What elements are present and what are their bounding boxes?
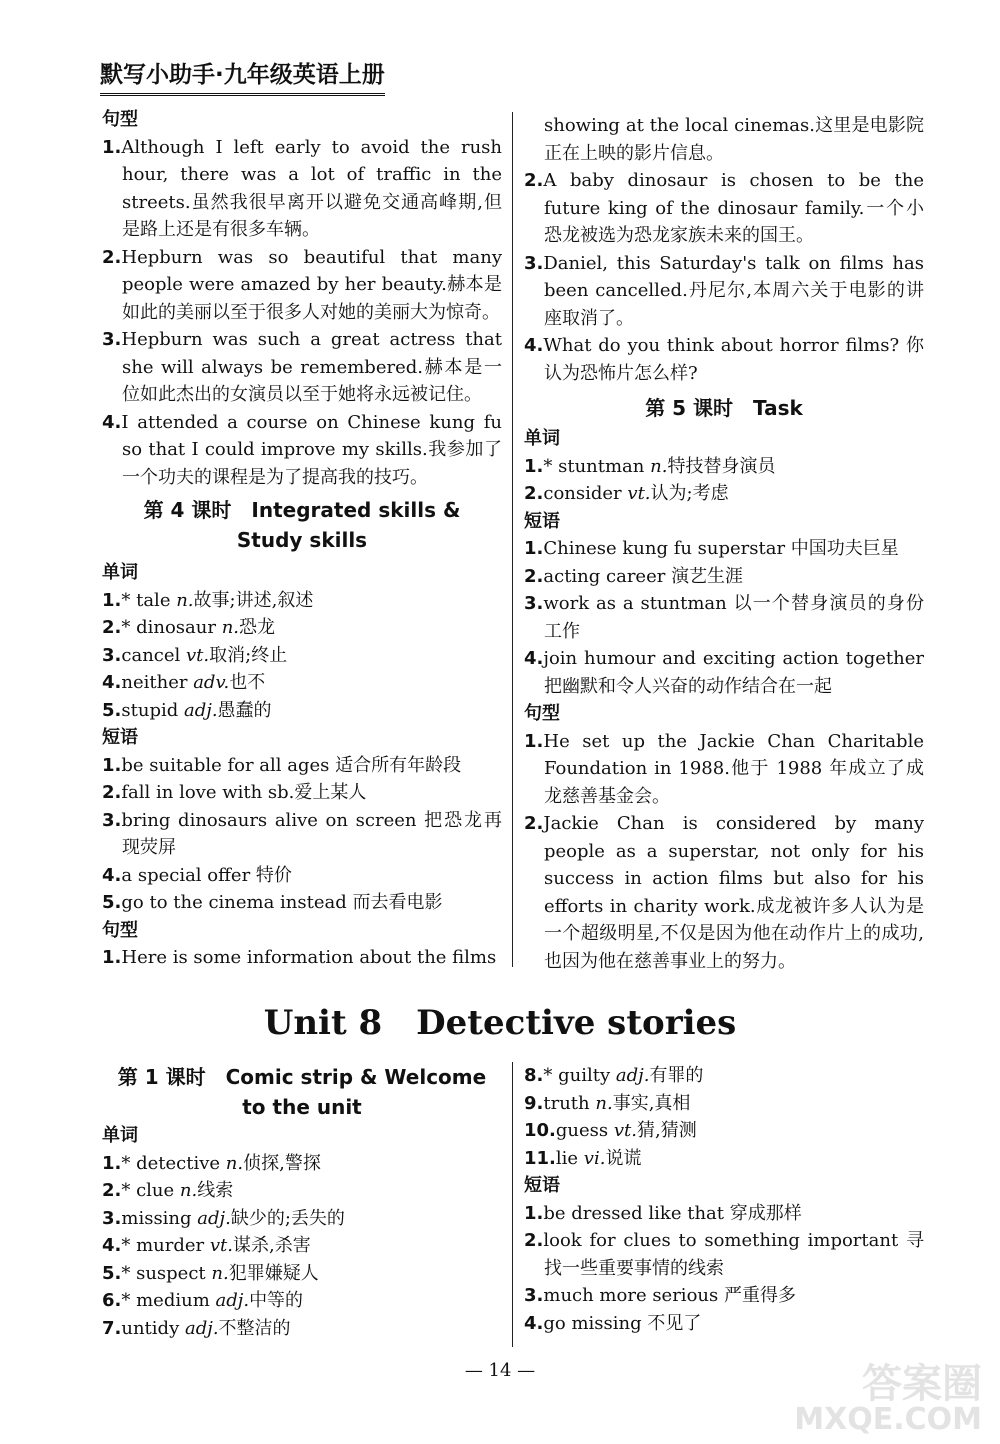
page-number: — 14 — bbox=[464, 1360, 536, 1381]
word-term: lie bbox=[555, 1147, 579, 1169]
item-number: 4. bbox=[102, 672, 122, 693]
item-number: 4. bbox=[102, 1235, 122, 1256]
phrase-text: look for clues to something important 寻找一些重要事情的线索 bbox=[543, 1230, 924, 1279]
sentence-entry bbox=[524, 728, 924, 811]
phrase-list bbox=[524, 535, 924, 700]
sentence-continuation: showing at the local cinemas.这里是电影院正在上映的影片信息。 bbox=[544, 115, 924, 164]
lesson-title: 第 4 课时 Integrated skills & bbox=[143, 498, 461, 522]
part-of-speech: vt. bbox=[627, 483, 651, 504]
item-number: 1. bbox=[102, 754, 122, 776]
word-term: * clue bbox=[121, 1180, 175, 1201]
word-term: * guilty bbox=[543, 1065, 611, 1086]
running-header: 默写小助手·九年级英语上册 bbox=[100, 56, 385, 96]
item-number: 6. bbox=[102, 1290, 122, 1311]
phrase-entry bbox=[524, 645, 924, 700]
item-number: 1. bbox=[524, 538, 544, 559]
word-meaning: 故事;讲述,叙述 bbox=[193, 589, 314, 611]
item-number: 11. bbox=[524, 1147, 556, 1169]
word-meaning: 不整洁的 bbox=[218, 1317, 291, 1339]
lesson-title: 第 1 课时 Comic strip & Welcome bbox=[117, 1065, 487, 1089]
phrase-entry bbox=[102, 862, 502, 890]
section-heading: 单词 bbox=[102, 1125, 138, 1146]
word-term: * murder bbox=[121, 1235, 205, 1256]
phrase-text: go to the cinema instead 而去看电影 bbox=[121, 892, 443, 913]
sentence-list bbox=[102, 944, 502, 972]
phrase-entry bbox=[524, 563, 924, 591]
word-term: cancel bbox=[121, 644, 181, 666]
word-entry bbox=[524, 1117, 924, 1145]
watermark-logo: 答案圈 MXQE.COM bbox=[794, 1361, 982, 1437]
phrase-text: acting career 演艺生涯 bbox=[543, 565, 744, 587]
sentence-entry bbox=[102, 409, 502, 492]
bottom-right-column bbox=[524, 1062, 924, 1337]
word-list bbox=[102, 1150, 502, 1343]
part-of-speech: n. bbox=[650, 455, 668, 477]
sentence-text: A baby dinosaur is chosen to be the future king of the dinosaur family.一个小恐龙被选为恐龙家族未来的国王。 bbox=[543, 170, 924, 246]
item-number: 2. bbox=[102, 246, 122, 268]
sentence-entry bbox=[524, 810, 924, 975]
phrase-text: join humour and exciting action together 把幽默和令人兴奋的动作结合在一起 bbox=[543, 648, 924, 697]
section-heading: 单词 bbox=[524, 428, 560, 449]
section-heading: 单词 bbox=[102, 562, 138, 583]
sentence-text: What do you think about horror films? 你认为恐怖片怎么样? bbox=[543, 335, 924, 384]
phrase-entry bbox=[102, 807, 502, 862]
phrase-entry bbox=[524, 1282, 924, 1310]
word-entry bbox=[524, 480, 924, 508]
word-entry bbox=[102, 1177, 502, 1205]
section-heading: 短语 bbox=[102, 727, 138, 748]
item-number: 4. bbox=[524, 335, 544, 356]
phrase-entry bbox=[524, 535, 924, 563]
unit-title: Unit 8 Detective stories bbox=[263, 1003, 737, 1043]
word-entry bbox=[102, 697, 502, 725]
section-heading: 句型 bbox=[102, 109, 138, 130]
word-list bbox=[524, 1062, 924, 1172]
word-meaning: 取消;终止 bbox=[209, 644, 288, 666]
word-entry bbox=[102, 669, 502, 697]
phrase-entry bbox=[524, 590, 924, 645]
item-number: 1. bbox=[102, 589, 122, 611]
phrase-entry bbox=[102, 779, 502, 807]
word-entry bbox=[102, 1232, 502, 1260]
sentence-text: Daniel, this Saturday's talk on films has been cancelled.丹尼尔,本周六关于电影的讲座取消了。 bbox=[543, 252, 924, 329]
sentence-text: Although I left early to avoid the rush hour, there was a lot of traffic in the streets.虽然我很早离开以避免交通高峰期,但是路上还是有很多车辆。 bbox=[121, 136, 502, 240]
phrase-entry bbox=[102, 752, 502, 780]
item-number: 4. bbox=[102, 864, 122, 886]
sentence-text: Jackie Chan is considered by many people as a superstar, not only for his success in action films but also for his efforts in charity work.成龙被许多人认为是一个超级明星,不仅是因为他在动作片上的成功,也因为他在慈善事业上的努力。 bbox=[543, 813, 924, 972]
phrase-text: work as a stuntman 以一个替身演员的身份工作 bbox=[543, 593, 924, 642]
phrase-entry bbox=[524, 1200, 924, 1228]
part-of-speech: n. bbox=[211, 1262, 229, 1284]
item-number: 2. bbox=[102, 782, 122, 803]
item-number: 2. bbox=[102, 1180, 122, 1201]
word-entry bbox=[524, 1145, 924, 1173]
word-term: consider bbox=[543, 483, 622, 504]
word-entry bbox=[102, 1205, 502, 1233]
word-entry bbox=[102, 1260, 502, 1288]
left-column bbox=[102, 106, 502, 972]
word-meaning: 缺少的;丢失的 bbox=[230, 1207, 345, 1229]
item-number: 3. bbox=[102, 329, 122, 350]
word-entry bbox=[524, 453, 924, 481]
part-of-speech: adj. bbox=[215, 1290, 250, 1311]
word-term: stupid bbox=[121, 699, 179, 721]
phrase-list bbox=[524, 1200, 924, 1338]
sentence-text: I attended a course on Chinese kung fu so that I could improve my skills.我参加了一个功夫的课程是为了提高我的技巧。 bbox=[121, 411, 502, 488]
part-of-speech: vi. bbox=[583, 1147, 606, 1169]
part-of-speech: adj. bbox=[615, 1065, 650, 1086]
right-column bbox=[524, 112, 924, 975]
word-meaning: 说谎 bbox=[605, 1147, 642, 1169]
sentence-text: Here is some information about the films bbox=[121, 947, 497, 968]
word-meaning: 猜,猜测 bbox=[637, 1120, 697, 1141]
item-number: 2. bbox=[102, 617, 122, 638]
word-term: * tale bbox=[121, 589, 171, 611]
word-meaning: 谋杀,杀害 bbox=[233, 1235, 311, 1256]
word-term: guess bbox=[555, 1120, 609, 1141]
sentence-entry bbox=[102, 326, 502, 409]
sentence-entry bbox=[524, 167, 924, 250]
section-heading: 句型 bbox=[524, 703, 560, 724]
word-term: * dinosaur bbox=[121, 617, 216, 638]
item-number: 3. bbox=[102, 809, 122, 831]
phrase-entry bbox=[102, 889, 502, 917]
word-entry bbox=[102, 614, 502, 642]
phrase-text: be suitable for all ages 适合所有年龄段 bbox=[121, 754, 462, 776]
item-number: 4. bbox=[102, 411, 122, 433]
phrase-text: much more serious 严重得多 bbox=[543, 1285, 796, 1306]
word-entry bbox=[102, 642, 502, 670]
item-number: 2. bbox=[524, 565, 544, 587]
phrase-text: fall in love with sb.爱上某人 bbox=[121, 782, 367, 803]
word-list bbox=[524, 453, 924, 508]
word-meaning: 犯罪嫌疑人 bbox=[228, 1262, 319, 1284]
item-number: 5. bbox=[102, 892, 122, 913]
item-number: 3. bbox=[524, 252, 544, 274]
sentence-text: Hepburn was so beautiful that many people were amazed by her beauty.赫本是如此的美丽以至于很多人对她的美丽大为惊奇。 bbox=[121, 246, 502, 323]
part-of-speech: adj. bbox=[184, 1317, 219, 1339]
word-entry bbox=[524, 1090, 924, 1118]
part-of-speech: n. bbox=[225, 1152, 244, 1174]
phrase-text: be dressed like that 穿成那样 bbox=[543, 1202, 802, 1224]
sentence-entry bbox=[102, 944, 502, 972]
column-divider-bottom bbox=[512, 1062, 513, 1347]
section-heading: 短语 bbox=[524, 1175, 560, 1196]
item-number: 10. bbox=[524, 1120, 556, 1141]
item-number: 4. bbox=[524, 648, 544, 669]
word-meaning: 特技替身演员 bbox=[667, 455, 776, 477]
item-number: 3. bbox=[102, 644, 122, 666]
lesson-title-cont: Study skills bbox=[236, 528, 368, 552]
word-term: neither bbox=[121, 672, 188, 693]
part-of-speech: n. bbox=[176, 589, 194, 611]
word-entry bbox=[102, 1287, 502, 1315]
word-meaning: 也不 bbox=[229, 672, 266, 693]
phrase-list bbox=[102, 752, 502, 917]
part-of-speech: adv. bbox=[193, 672, 230, 693]
part-of-speech: vt. bbox=[613, 1120, 637, 1141]
item-number: 1. bbox=[102, 136, 122, 158]
word-meaning: 恐龙 bbox=[239, 617, 276, 638]
item-number: 2. bbox=[524, 813, 544, 834]
sentence-text: Hepburn was such a great actress that she will always be remembered.赫本是一位如此杰出的女演员以至于她将永远被记住。 bbox=[121, 329, 502, 405]
part-of-speech: n. bbox=[179, 1180, 198, 1201]
word-term: missing bbox=[121, 1207, 192, 1229]
word-term: * medium bbox=[121, 1290, 210, 1311]
word-meaning: 线索 bbox=[197, 1180, 234, 1201]
item-number: 3. bbox=[102, 1207, 122, 1229]
item-number: 8. bbox=[524, 1065, 544, 1086]
sentence-entry bbox=[524, 250, 924, 333]
item-number: 1. bbox=[524, 730, 544, 752]
word-term: truth bbox=[543, 1092, 590, 1114]
column-divider-top bbox=[512, 112, 513, 967]
word-entry bbox=[102, 587, 502, 615]
word-term: * stuntman bbox=[543, 455, 645, 477]
sentence-entry bbox=[524, 332, 924, 387]
word-entry bbox=[524, 1062, 924, 1090]
word-term: untidy bbox=[121, 1317, 180, 1339]
part-of-speech: n. bbox=[595, 1092, 613, 1114]
word-meaning: 有罪的 bbox=[649, 1065, 704, 1086]
item-number: 4. bbox=[524, 1312, 544, 1334]
item-number: 5. bbox=[102, 1262, 122, 1284]
item-number: 1. bbox=[102, 1152, 122, 1174]
item-number: 5. bbox=[102, 699, 122, 721]
part-of-speech: vt. bbox=[209, 1235, 234, 1256]
item-number: 3. bbox=[524, 593, 544, 614]
sentence-entry bbox=[102, 244, 502, 327]
item-number: 2. bbox=[524, 170, 544, 191]
word-meaning: 侦探,警探 bbox=[243, 1152, 321, 1174]
item-number: 2. bbox=[524, 483, 544, 504]
section-heading: 短语 bbox=[524, 510, 560, 532]
word-entry bbox=[102, 1150, 502, 1178]
item-number: 3. bbox=[524, 1285, 544, 1306]
sentence-list bbox=[524, 167, 924, 387]
word-list bbox=[102, 587, 502, 725]
phrase-entry bbox=[524, 1310, 924, 1338]
phrase-entry bbox=[524, 1227, 924, 1282]
item-number: 1. bbox=[524, 1202, 544, 1224]
item-number: 2. bbox=[524, 1230, 544, 1251]
word-entry bbox=[102, 1315, 502, 1343]
item-number: 1. bbox=[524, 455, 544, 477]
item-number: 7. bbox=[102, 1317, 122, 1339]
part-of-speech: vt. bbox=[186, 644, 210, 666]
word-meaning: 认为;考虑 bbox=[650, 483, 729, 504]
lesson-title: 第 5 课时 Task bbox=[645, 396, 803, 420]
phrase-text: go missing 不见了 bbox=[543, 1312, 702, 1334]
part-of-speech: adj. bbox=[183, 699, 218, 721]
bottom-left-column bbox=[102, 1062, 502, 1342]
word-term: * suspect bbox=[121, 1262, 206, 1284]
part-of-speech: n. bbox=[221, 617, 240, 638]
lesson-title-cont: to the unit bbox=[242, 1095, 362, 1119]
phrase-text: bring dinosaurs alive on screen 把恐龙再现荧屏 bbox=[121, 809, 502, 858]
sentence-list bbox=[102, 134, 502, 492]
sentence-entry bbox=[102, 134, 502, 244]
sentence-list bbox=[524, 728, 924, 976]
phrase-text: Chinese kung fu superstar 中国功夫巨星 bbox=[543, 538, 899, 559]
word-term: * detective bbox=[121, 1152, 221, 1174]
word-meaning: 中等的 bbox=[249, 1290, 304, 1311]
part-of-speech: adj. bbox=[197, 1207, 231, 1229]
sentence-text: He set up the Jackie Chan Charitable Foundation in 1988.他于 1988 年成立了成龙慈善基金会。 bbox=[543, 730, 924, 807]
phrase-text: a special offer 特价 bbox=[121, 864, 292, 886]
item-number: 9. bbox=[524, 1092, 544, 1114]
item-number: 1. bbox=[102, 947, 122, 968]
word-meaning: 愚蠢的 bbox=[217, 699, 272, 721]
section-heading: 句型 bbox=[102, 919, 138, 941]
word-meaning: 事实,真相 bbox=[612, 1092, 691, 1114]
